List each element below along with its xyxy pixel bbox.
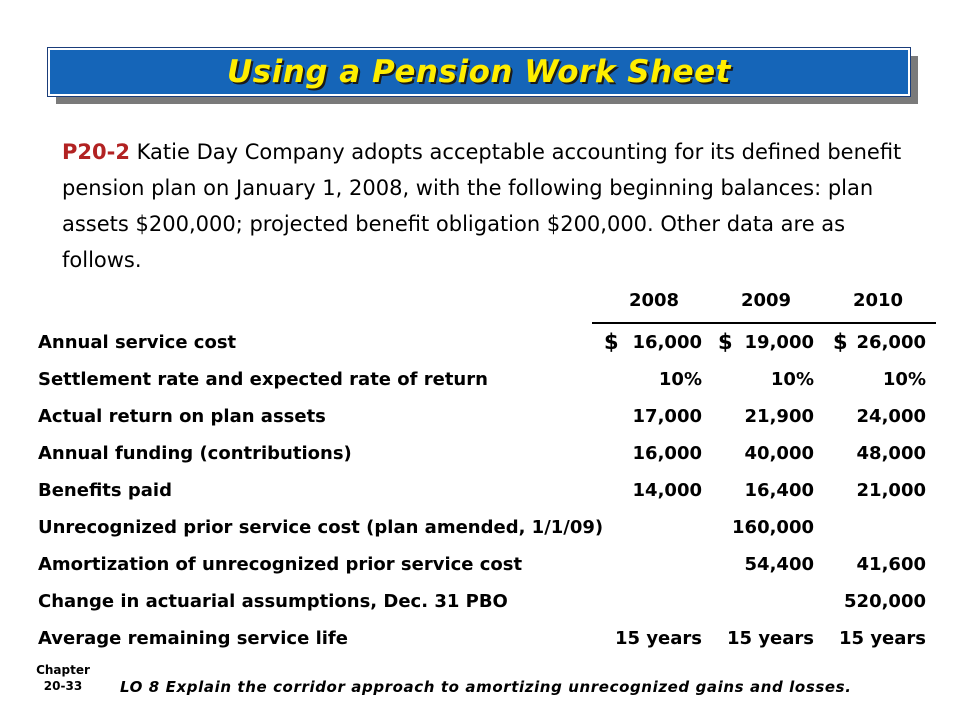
cell-2008: 16,000 [632, 443, 702, 464]
cell-2009: 16,400 [744, 480, 814, 501]
cell-2010: 10% [882, 369, 926, 390]
header-rule [592, 322, 936, 324]
cell-2010: 26,000 [856, 332, 926, 353]
row-label: Annual service cost [38, 332, 237, 353]
row-label: Annual funding (contributions) [38, 443, 352, 464]
table-row-annual-funding [0, 437, 960, 474]
cell-2008: 15 years [615, 628, 702, 649]
chapter-word: Chapter [36, 663, 90, 677]
cell-2010: 24,000 [856, 406, 926, 427]
currency-symbol: $ [718, 330, 733, 354]
cell-2010: 21,000 [856, 480, 926, 501]
cell-2008: 17,000 [632, 406, 702, 427]
cell-2010: 15 years [839, 628, 926, 649]
problem-code: P20-2 [62, 140, 130, 164]
learning-objective: LO 8 Explain the corridor approach to amortizing unrecognized gains and losses. [120, 678, 852, 696]
table-row-rate-of-return [0, 363, 960, 400]
problem-text: Katie Day Company adopts acceptable accounting for its defined benefit pension plan on January 1, 2008, with the following beginning balances: plan assets $200,000; projected benefit obligation $200,000. Other data are as follows. [62, 140, 902, 272]
row-label: Settlement rate and expected rate of return [38, 369, 488, 390]
table-row-amortization [0, 548, 960, 585]
cell-2009: 15 years [727, 628, 814, 649]
currency-symbol: $ [604, 330, 619, 354]
row-label: Actual return on plan assets [38, 406, 326, 427]
row-label: Unrecognized prior service cost (plan amended, 1/1/09) [38, 517, 604, 538]
table-row-service-life [0, 622, 960, 659]
cell-2009: 40,000 [744, 443, 814, 464]
row-label: Change in actuarial assumptions, Dec. 31 PBO [38, 591, 508, 612]
row-label: Benefits paid [38, 480, 172, 501]
cell-2009: 160,000 [732, 517, 814, 538]
row-label: Average remaining service life [38, 628, 348, 649]
table-row-prior-service-cost [0, 511, 960, 548]
year-header-2009: 2009 [740, 290, 792, 311]
cell-2008: 10% [658, 369, 702, 390]
year-header-2008: 2008 [628, 290, 680, 311]
cell-2008: 16,000 [632, 332, 702, 353]
chapter-number: 20-33 [43, 679, 83, 693]
problem-statement [62, 134, 922, 278]
table-row-benefits-paid [0, 474, 960, 511]
cell-2008: 14,000 [632, 480, 702, 501]
table-row-actual-return [0, 400, 960, 437]
table-row-actuarial-change [0, 585, 960, 622]
cell-2009: 21,900 [744, 406, 814, 427]
cell-2009: 19,000 [744, 332, 814, 353]
table-row-annual-service-cost [0, 326, 960, 363]
cell-2009: 10% [770, 369, 814, 390]
year-header-2010: 2010 [852, 290, 904, 311]
cell-2010: 48,000 [856, 443, 926, 464]
currency-symbol: $ [833, 330, 848, 354]
cell-2010: 520,000 [844, 591, 926, 612]
page-title: Using a Pension Work Sheet [227, 54, 731, 90]
cell-2009: 54,400 [744, 554, 814, 575]
cell-2010: 41,600 [856, 554, 926, 575]
row-label: Amortization of unrecognized prior service cost [38, 554, 523, 575]
title-banner [48, 48, 910, 96]
chapter-label [30, 662, 96, 694]
